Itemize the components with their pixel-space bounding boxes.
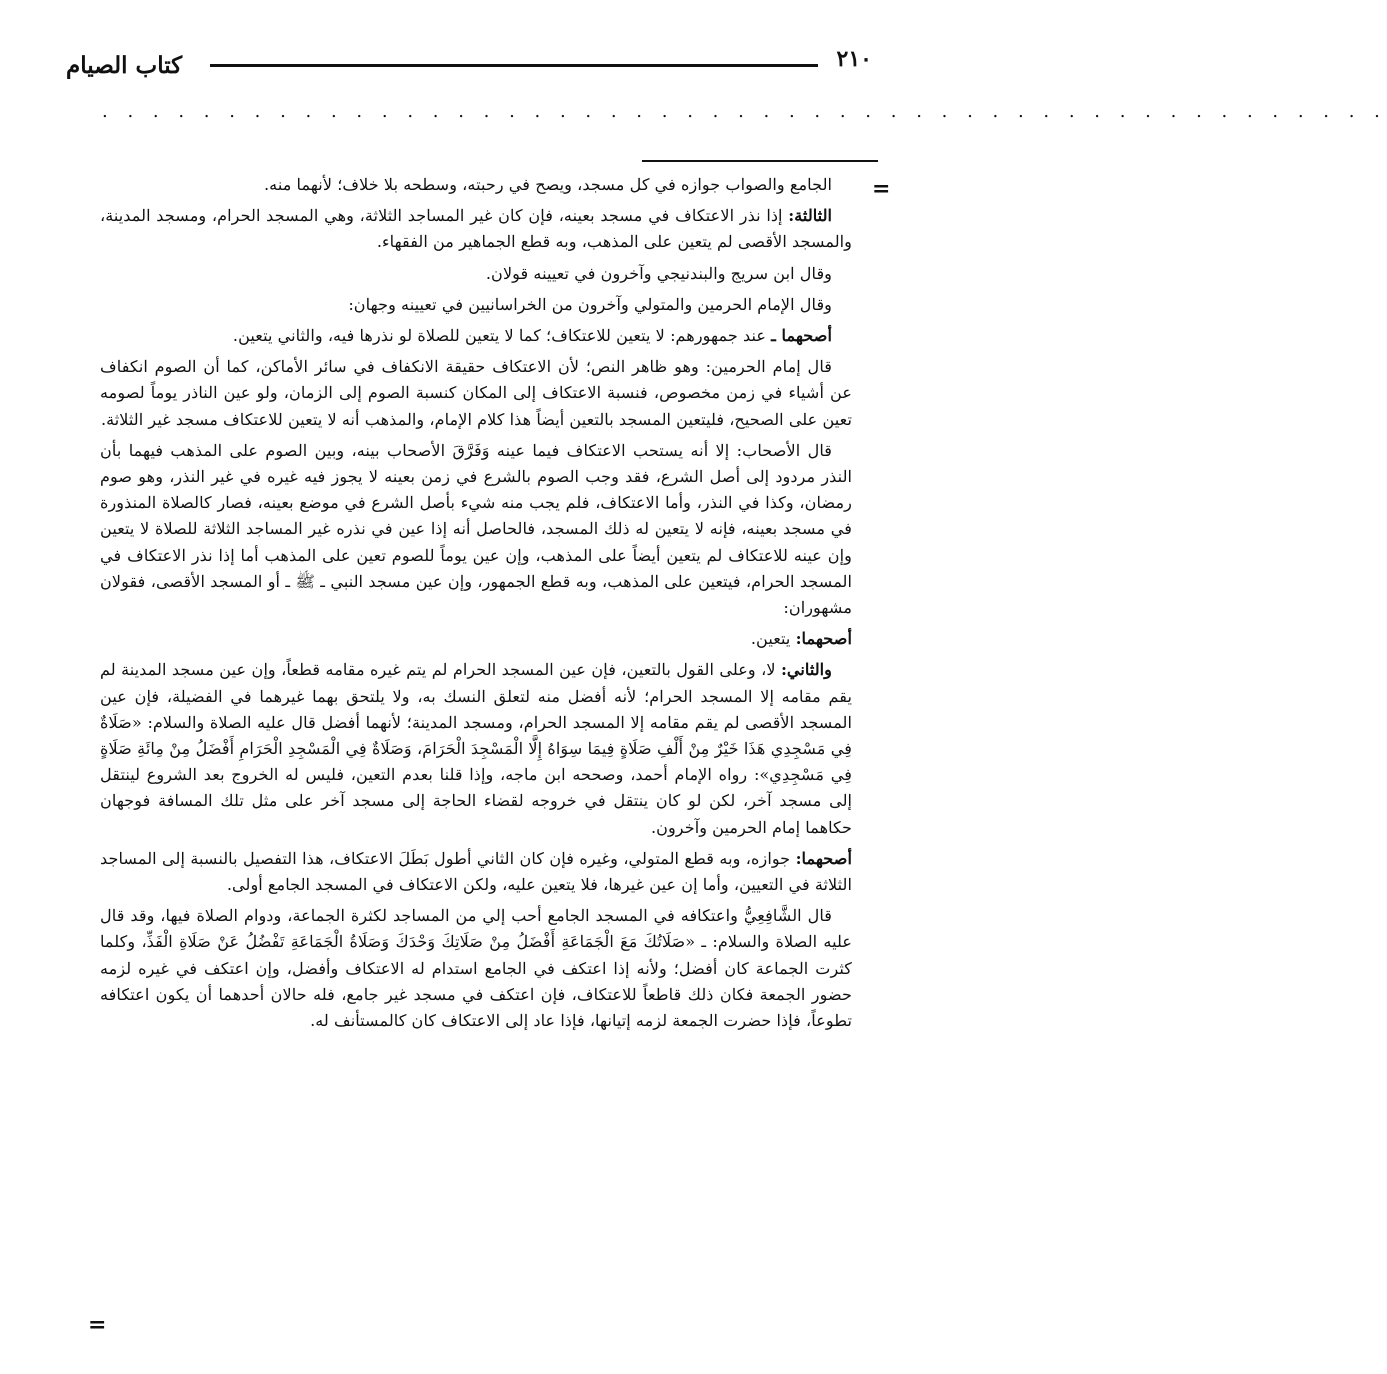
continuation-mark-top: = bbox=[872, 176, 891, 202]
paragraph bbox=[100, 261, 852, 287]
continuation-mark-bottom: = bbox=[88, 1312, 107, 1338]
paragraph-text: قال إمام الحرمين: وهو ظاهر النص؛ لأن الاعتكاف حقيقة الانكفاف في سائر الأماكن، كما أن الصوم انكفاف عن أشياء في زمن مخصوص، فنسبة الاعتكاف إلى المكان كنسبة الصوم إلى الزمان، ولو عين الناذر يوماً لصومه تعين على الصحيح، فليتعين المسجد بالتعين أيضاً هذا كلام الإمام، والمذهب أنه لا يتعين للاعتكاف مسجد غير الثلاثة. bbox=[100, 357, 852, 429]
paragraph-lead: والثاني: bbox=[780, 660, 832, 680]
paragraph-text: قال الشَّافِعِيُّ واعتكافه في المسجد الجامع أحب إلي من المساجد لكثرة الجماعة، ودوام الصلاة فيها، وقد قال عليه الصلاة والسلام: ـ «صَلَاتُكَ مَعَ الْجَمَاعَةِ أَفْضَلُ مِنْ صَلَاتِكَ وَحْدَكَ وَصَلَاةُ الْجَمَاعَةِ تَفْضُلُ عَنْ صَلَاةِ الْفَذِّ، وكلما كثرت الجماعة كان أفضل؛ ولأنه إذا اعتكف في الجامع استدام له الاعتكاف وأفضل، وإن اعتكف في غيره لزمه حضور الجمعة فكان ذلك قاطعاً للاعتكاف، فإن اعتكف في مسجد غير جامع، فله حالان أحدهما أن يكون اعتكافه تطوعاً، فإذا حضرت الجمعة لزمه إتيانها، فإذا عاد إلى الاعتكاف كان كالمستأنف له. bbox=[100, 906, 852, 1031]
paragraph bbox=[100, 846, 852, 898]
paragraph bbox=[100, 323, 852, 349]
paragraph-text: وقال ابن سريج والبندنيجي وآخرون في تعيينه قولان. bbox=[485, 263, 832, 283]
paragraph-lead: الثالثة: bbox=[788, 206, 832, 226]
paragraph-text: لا، وعلى القول بالتعين، فإن عين المسجد الحرام لم يتم غيره مقامه قطعاً، وإن عين مسجد المدينة لم يقم مقامه إلا المسجد الحرام؛ لأنه أفضل منه لتعلق النسك به، ولا يلتحق بهما غيرهما في الفضيلة، فإن عين المسجد الأقصى لم يقم مقامه إلا المسجد الحرام، ومسجد المدينة؛ لأنهما أفضل قال عليه الصلاة والسلام: «صَلَاةٌ فِي مَسْجِدِي هَذَا خَيْرٌ مِنْ أَلْفِ صَلَاةٍ فِيمَا سِوَاهُ إِلَّا الْمَسْجِدَ الْحَرَامَ، وَصَلَاةٌ فِي الْمَسْجِدِ الْحَرَامِ أَفْضَلُ مِنْ مِائَةِ صَلَاةٍ فِي مَسْجِدِي»: رواه الإمام أحمد، وصححه ابن ماجه، وإذا قلنا بعدم التعين، فليس له الخروج بعد الشروع لينتقل إلى مسجد آخر، لكن لو كان ينتقل في خروجه لقضاء الحاجة إلى مسجد آخر على مثل تلك المسافة فوجهان حكاهما إمام الحرمين وآخرون. bbox=[100, 660, 852, 837]
paragraph-text: قال الأصحاب: إلا أنه يستحب الاعتكاف فيما عينه وَفَرَّقَ الأصحاب بينه، وبين الصوم على المذهب فيهما بأن النذر مردود إلى أصل الشرع، فقد وجب الصوم بالشرع في زمن بعينه لا يجوز فيه غيره في غير النذر، وهو صوم رمضان، وكذا في النذر، وأما الاعتكاف، فلم يجب منه شيء بأصل الشرع في موضع بعينه، فصار كالصلاة المنذورة في مسجد بعينه، فإنه لا يتعين له ذلك المسجد، فالحاصل أنه إذا عين في نذره غير المساجد الثلاثة للصلاة لا يتعين وإن عينه للاعتكاف لم يتعين أيضاً على المذهب، وإن عين يوماً للصوم تعين على المذهب أما إذا نذر الاعتكاف في المسجد الحرام، فيتعين على المذهب، وبه قطع الجمهور، وإن عين مسجد النبي ـ ﷺ ـ أو المسجد الأقصى، فقولان مشهوران: bbox=[100, 440, 852, 618]
paragraph bbox=[100, 292, 852, 318]
body-text bbox=[100, 172, 852, 1039]
paragraph-text: يتعين. bbox=[750, 629, 796, 649]
paragraph-lead: أصحهما ـ bbox=[771, 326, 832, 346]
paragraph-text: إذا نذر الاعتكاف في مسجد بعينه، فإن كان غير المساجد الثلاثة، وهي المسجد الحرام، ومسجد المدينة، والمسجد الأقصى لم يتعين على المذهب، وبه قطع الجماهير من الفقهاء. bbox=[100, 206, 852, 252]
dotted-separator: . . . . . . . . . . . . . . . . . . . . . . . . . . . . . . . . . . . . . . . . . . . . . . . . . . . bbox=[102, 101, 1387, 122]
paragraph-text: الجامع والصواب جوازه في كل مسجد، ويصح في رحبته، وسطحه بلا خلاف؛ لأنهما منه. bbox=[264, 175, 832, 194]
footnote-rule bbox=[642, 160, 878, 162]
paragraph-text: وقال الإمام الحرمين والمتولي وآخرون من الخراسانيين في تعيينه وجهان: bbox=[348, 294, 832, 314]
paragraph bbox=[100, 172, 852, 198]
book-title: كتاب الصيام bbox=[66, 52, 183, 79]
paragraph-text: عند جمهورهم: لا يتعين للاعتكاف؛ كما لا يتعين للصلاة لو نذرها فيه، والثاني يتعين. bbox=[232, 326, 772, 346]
paragraph bbox=[100, 626, 852, 652]
paragraph bbox=[100, 203, 852, 255]
page-number: ٢١٠ bbox=[836, 46, 872, 72]
page-header bbox=[60, 44, 880, 88]
paragraph bbox=[100, 903, 852, 1034]
paragraph bbox=[100, 354, 852, 433]
header-rule bbox=[210, 64, 818, 67]
paragraph-text: جوازه، وبه قطع المتولي، وغيره فإن كان الثاني أطول بَطَلَ الاعتكاف، هذا التفصيل بالنسبة إلى المساجد الثلاثة في التعيين، وأما إن عين غيرها، فلا يتعين عليه، ولكن الاعتكاف في المسجد الجامع أولى. bbox=[100, 848, 852, 895]
paragraph-lead: أصحهما: bbox=[795, 629, 852, 649]
paragraph-lead: أصحهما: bbox=[795, 848, 852, 868]
paragraph bbox=[100, 438, 852, 621]
paragraph bbox=[100, 657, 852, 840]
